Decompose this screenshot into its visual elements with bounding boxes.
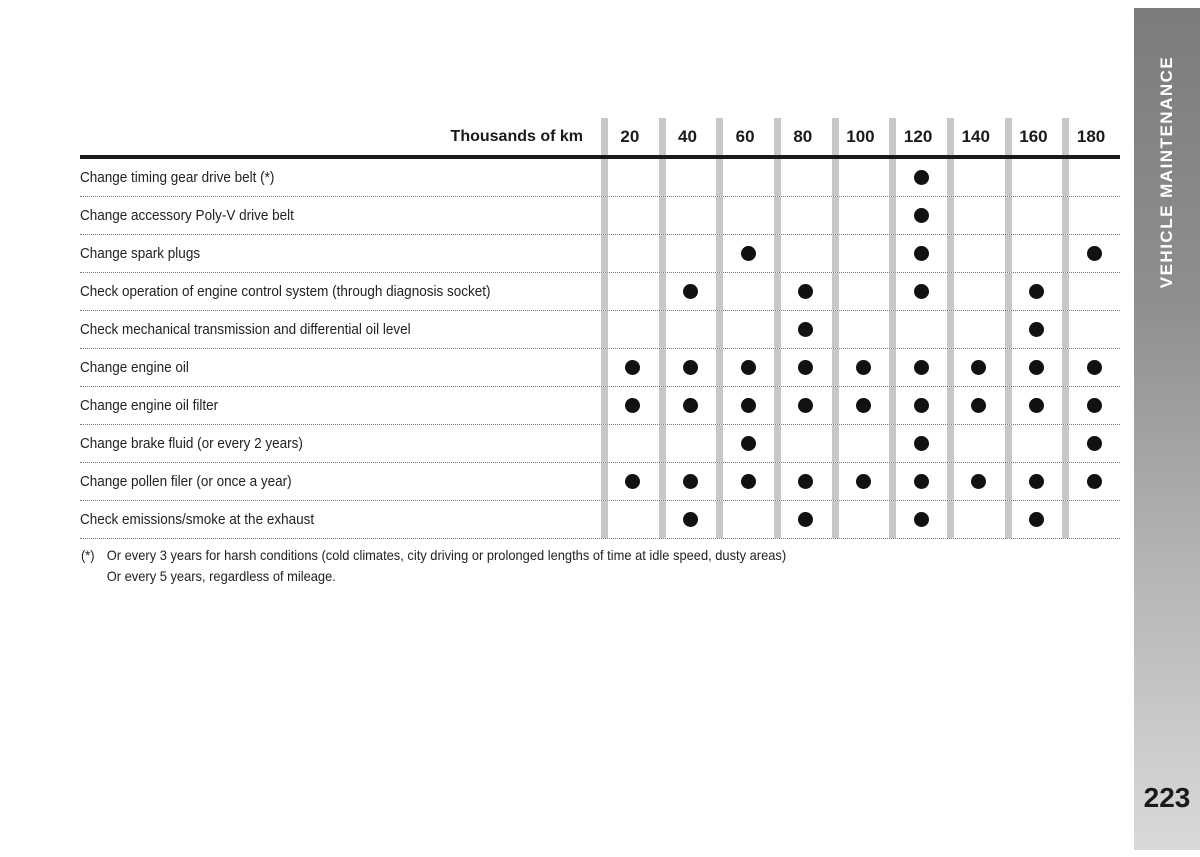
schedule-cell bbox=[774, 425, 832, 462]
schedule-cell bbox=[832, 501, 890, 538]
schedule-cell bbox=[947, 235, 1005, 272]
schedule-cell bbox=[774, 159, 832, 196]
schedule-cell bbox=[1005, 159, 1063, 196]
schedule-cell bbox=[716, 235, 774, 272]
service-dot-icon bbox=[798, 474, 813, 489]
schedule-cell bbox=[601, 197, 659, 234]
schedule-cell bbox=[1005, 197, 1063, 234]
task-label: Change spark plugs bbox=[80, 245, 201, 262]
task-label: Check mechanical transmission and differential oil level bbox=[80, 321, 411, 338]
schedule-cell bbox=[659, 311, 717, 348]
service-dot-icon bbox=[1087, 360, 1102, 375]
schedule-cell bbox=[1005, 463, 1063, 500]
schedule-cell bbox=[716, 501, 774, 538]
schedule-cell bbox=[947, 501, 1005, 538]
km-column-header: 140 bbox=[947, 118, 1005, 155]
schedule-cell bbox=[832, 311, 890, 348]
schedule-cell bbox=[716, 463, 774, 500]
service-dot-icon bbox=[971, 360, 986, 375]
schedule-cell bbox=[659, 197, 717, 234]
task-label: Change engine oil bbox=[80, 359, 189, 376]
schedule-cell bbox=[947, 463, 1005, 500]
schedule-cell bbox=[1062, 235, 1120, 272]
table-row bbox=[80, 197, 1120, 235]
schedule-cell bbox=[947, 387, 1005, 424]
service-dot-icon bbox=[914, 512, 929, 527]
schedule-cell bbox=[659, 273, 717, 310]
schedule-cell bbox=[1062, 387, 1120, 424]
service-dot-icon bbox=[741, 246, 756, 261]
schedule-cell bbox=[889, 159, 947, 196]
footnote-line-1 bbox=[81, 545, 786, 566]
service-dot-icon bbox=[1029, 398, 1044, 413]
task-label: Change brake fluid (or every 2 years) bbox=[80, 435, 303, 452]
table-row bbox=[80, 349, 1120, 387]
table-row bbox=[80, 387, 1120, 425]
service-dot-icon bbox=[683, 360, 698, 375]
footnote-text-2: Or every 5 years, regardless of mileage. bbox=[106, 568, 336, 584]
schedule-cell bbox=[947, 159, 1005, 196]
km-column-header: 60 bbox=[716, 118, 774, 155]
table-row bbox=[80, 463, 1120, 501]
service-dot-icon bbox=[914, 398, 929, 413]
schedule-cell bbox=[1062, 159, 1120, 196]
schedule-cell bbox=[832, 425, 890, 462]
service-dot-icon bbox=[741, 436, 756, 451]
schedule-cell bbox=[1062, 197, 1120, 234]
schedule-cell bbox=[1062, 501, 1120, 538]
schedule-cell bbox=[1005, 235, 1063, 272]
schedule-cell bbox=[601, 349, 659, 386]
table-row bbox=[80, 501, 1120, 539]
header-label: Thousands of km bbox=[450, 127, 583, 145]
schedule-cell bbox=[716, 425, 774, 462]
service-dot-icon bbox=[914, 474, 929, 489]
service-dot-icon bbox=[856, 474, 871, 489]
km-column-header: 20 bbox=[601, 118, 659, 155]
maintenance-schedule-table bbox=[80, 118, 1120, 539]
schedule-cell bbox=[832, 159, 890, 196]
schedule-cell bbox=[659, 235, 717, 272]
service-dot-icon bbox=[798, 360, 813, 375]
schedule-cell bbox=[601, 159, 659, 196]
schedule-cell bbox=[1062, 425, 1120, 462]
footnote-marker: (*) bbox=[81, 547, 95, 563]
task-label: Change pollen filer (or once a year) bbox=[80, 473, 292, 490]
service-dot-icon bbox=[683, 474, 698, 489]
schedule-cell bbox=[774, 311, 832, 348]
schedule-cell bbox=[601, 501, 659, 538]
schedule-cell bbox=[601, 387, 659, 424]
schedule-cell bbox=[716, 349, 774, 386]
schedule-cell bbox=[601, 273, 659, 310]
table-header-row bbox=[80, 118, 1120, 155]
schedule-cell bbox=[947, 197, 1005, 234]
service-dot-icon bbox=[741, 398, 756, 413]
schedule-cell bbox=[889, 273, 947, 310]
schedule-cell bbox=[947, 311, 1005, 348]
table-row bbox=[80, 235, 1120, 273]
service-dot-icon bbox=[914, 170, 929, 185]
table-row bbox=[80, 273, 1120, 311]
schedule-cell bbox=[947, 425, 1005, 462]
schedule-cell bbox=[889, 425, 947, 462]
service-dot-icon bbox=[1029, 474, 1044, 489]
task-label: Change engine oil filter bbox=[80, 397, 219, 414]
service-dot-icon bbox=[683, 284, 698, 299]
service-dot-icon bbox=[914, 208, 929, 223]
schedule-cell bbox=[889, 197, 947, 234]
schedule-cell bbox=[659, 387, 717, 424]
table-body bbox=[80, 159, 1120, 539]
schedule-cell bbox=[1062, 349, 1120, 386]
schedule-cell bbox=[774, 387, 832, 424]
schedule-cell bbox=[659, 159, 717, 196]
schedule-cell bbox=[889, 501, 947, 538]
schedule-cell bbox=[832, 349, 890, 386]
service-dot-icon bbox=[971, 398, 986, 413]
service-dot-icon bbox=[856, 360, 871, 375]
schedule-cell bbox=[947, 349, 1005, 386]
service-dot-icon bbox=[914, 246, 929, 261]
service-dot-icon bbox=[1087, 436, 1102, 451]
schedule-cell bbox=[774, 501, 832, 538]
service-dot-icon bbox=[914, 360, 929, 375]
schedule-cell bbox=[832, 273, 890, 310]
schedule-cell bbox=[832, 197, 890, 234]
page-number: 223 bbox=[1143, 782, 1191, 813]
service-dot-icon bbox=[741, 360, 756, 375]
service-dot-icon bbox=[1087, 246, 1102, 261]
service-dot-icon bbox=[856, 398, 871, 413]
schedule-cell bbox=[659, 425, 717, 462]
service-dot-icon bbox=[971, 474, 986, 489]
table-row bbox=[80, 159, 1120, 197]
task-label: Check operation of engine control system (through diagnosis socket) bbox=[80, 283, 491, 300]
schedule-cell bbox=[1062, 273, 1120, 310]
service-dot-icon bbox=[1029, 322, 1044, 337]
schedule-cell bbox=[832, 235, 890, 272]
section-title: VEHICLE MAINTENANCE bbox=[1157, 55, 1176, 289]
schedule-cell bbox=[1005, 349, 1063, 386]
service-dot-icon bbox=[798, 398, 813, 413]
task-label: Change accessory Poly-V drive belt bbox=[80, 207, 294, 224]
service-dot-icon bbox=[625, 360, 640, 375]
footnote-line-2 bbox=[81, 566, 786, 587]
service-dot-icon bbox=[683, 512, 698, 527]
schedule-cell bbox=[1005, 387, 1063, 424]
schedule-cell bbox=[716, 273, 774, 310]
km-column-header: 180 bbox=[1062, 118, 1120, 155]
table-row bbox=[80, 425, 1120, 463]
schedule-cell bbox=[1062, 311, 1120, 348]
service-dot-icon bbox=[1087, 474, 1102, 489]
schedule-cell bbox=[832, 463, 890, 500]
service-dot-icon bbox=[741, 474, 756, 489]
schedule-cell bbox=[659, 501, 717, 538]
schedule-cell bbox=[716, 387, 774, 424]
service-dot-icon bbox=[625, 474, 640, 489]
schedule-cell bbox=[774, 235, 832, 272]
service-dot-icon bbox=[1029, 512, 1044, 527]
schedule-cell bbox=[716, 159, 774, 196]
service-dot-icon bbox=[798, 512, 813, 527]
km-column-header: 160 bbox=[1005, 118, 1063, 155]
schedule-cell bbox=[601, 311, 659, 348]
schedule-cell bbox=[716, 311, 774, 348]
schedule-cell bbox=[601, 463, 659, 500]
service-dot-icon bbox=[1087, 398, 1102, 413]
footnote bbox=[81, 545, 786, 587]
schedule-cell bbox=[601, 235, 659, 272]
schedule-cell bbox=[1062, 463, 1120, 500]
km-column-header: 80 bbox=[774, 118, 832, 155]
schedule-cell bbox=[947, 273, 1005, 310]
schedule-cell bbox=[774, 197, 832, 234]
service-dot-icon bbox=[683, 398, 698, 413]
schedule-cell bbox=[1005, 425, 1063, 462]
schedule-cell bbox=[659, 349, 717, 386]
schedule-cell bbox=[1005, 501, 1063, 538]
schedule-cell bbox=[601, 425, 659, 462]
service-dot-icon bbox=[914, 436, 929, 451]
schedule-cell bbox=[889, 311, 947, 348]
schedule-cell bbox=[889, 387, 947, 424]
service-dot-icon bbox=[1029, 360, 1044, 375]
service-dot-icon bbox=[914, 284, 929, 299]
schedule-cell bbox=[889, 463, 947, 500]
schedule-cell bbox=[889, 235, 947, 272]
task-label: Change timing gear drive belt (*) bbox=[80, 169, 275, 186]
schedule-cell bbox=[716, 197, 774, 234]
footnote-text-1: Or every 3 years for harsh conditions (cold climates, city driving or prolonged lengths of time at idle speed, dusty areas) bbox=[106, 547, 787, 563]
schedule-cell bbox=[1005, 273, 1063, 310]
schedule-cell bbox=[889, 349, 947, 386]
schedule-cell bbox=[774, 349, 832, 386]
schedule-cell bbox=[659, 463, 717, 500]
schedule-cell bbox=[774, 463, 832, 500]
service-dot-icon bbox=[625, 398, 640, 413]
table-row bbox=[80, 311, 1120, 349]
service-dot-icon bbox=[798, 284, 813, 299]
schedule-cell bbox=[774, 273, 832, 310]
schedule-cell bbox=[1005, 311, 1063, 348]
km-column-header: 120 bbox=[889, 118, 947, 155]
km-column-header: 40 bbox=[659, 118, 717, 155]
service-dot-icon bbox=[798, 322, 813, 337]
schedule-cell bbox=[832, 387, 890, 424]
task-label: Check emissions/smoke at the exhaust bbox=[80, 511, 315, 528]
km-column-header: 100 bbox=[832, 118, 890, 155]
service-dot-icon bbox=[1029, 284, 1044, 299]
